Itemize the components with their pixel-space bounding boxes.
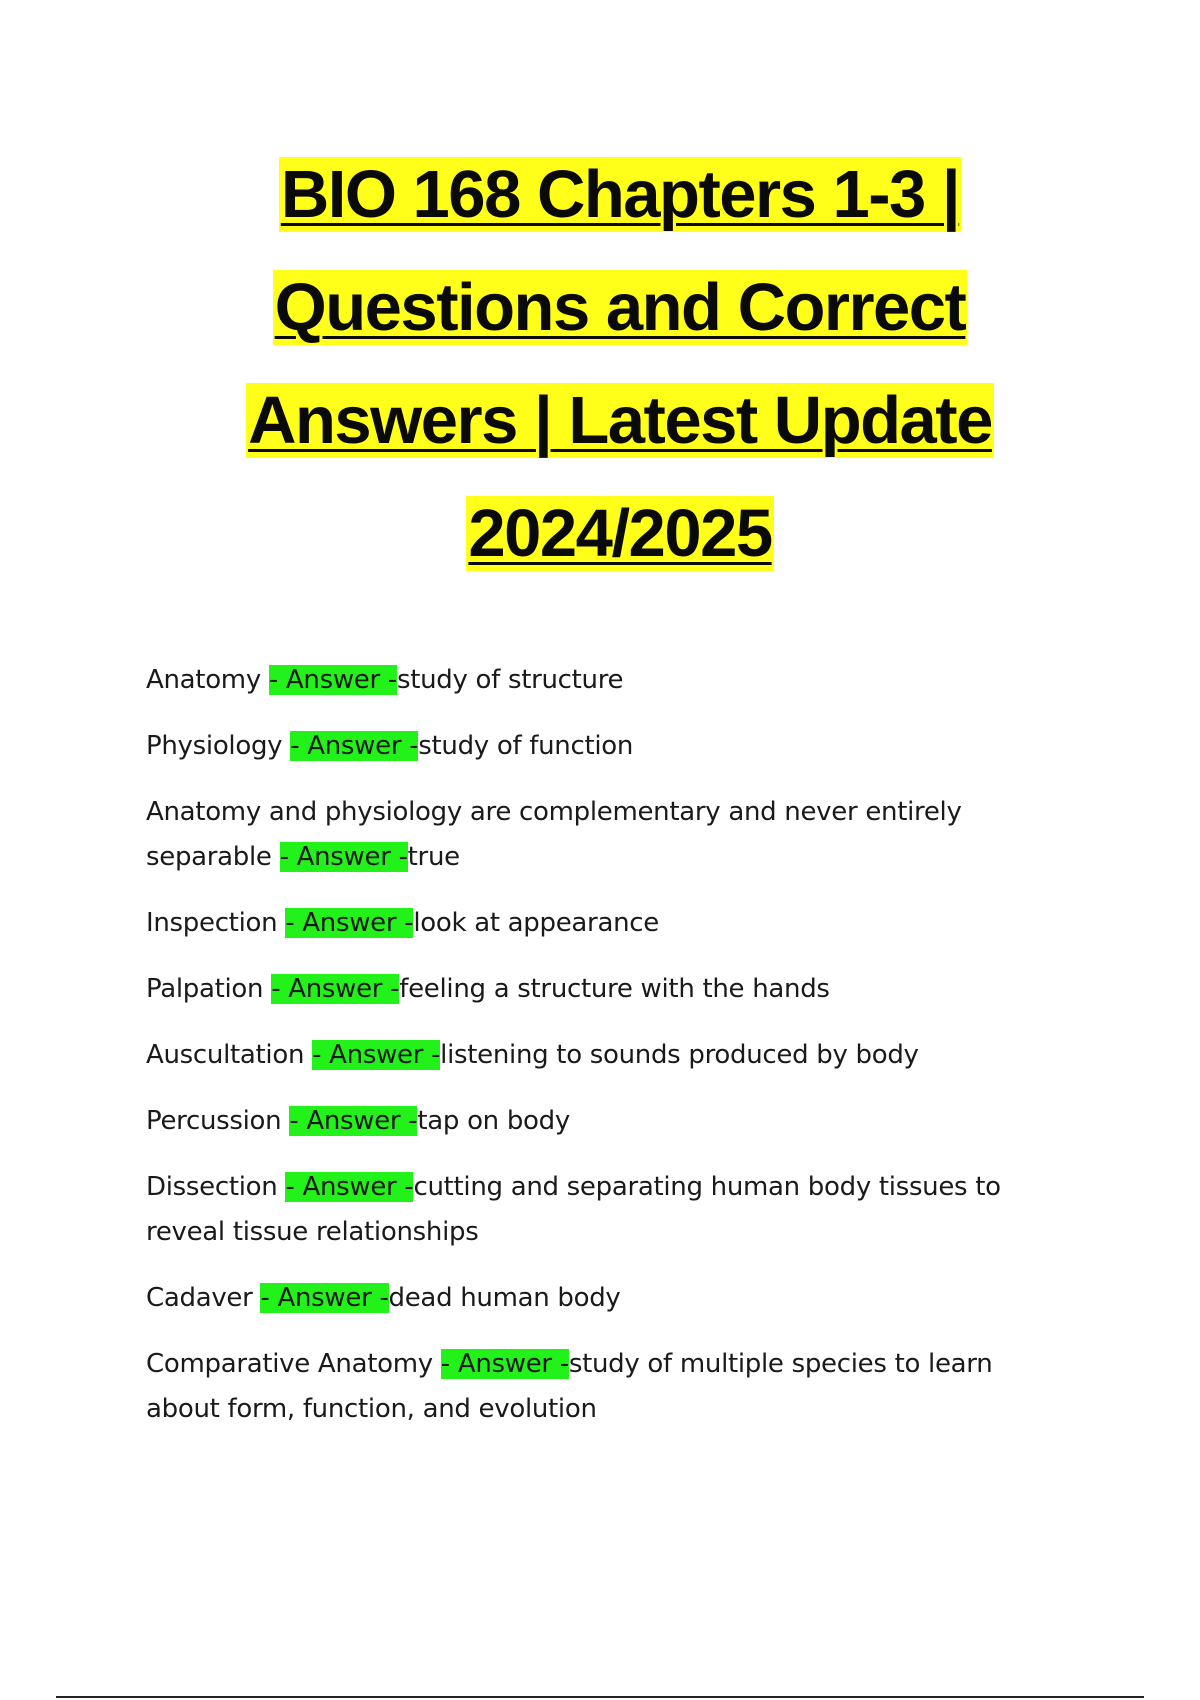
qa-item-comparative-anatomy [146,1342,1046,1432]
qa-answer: dead human body [388,1283,621,1313]
qa-term: Inspection [146,908,286,938]
qa-item-percussion [146,1099,1046,1144]
qa-term: Dissection [146,1172,286,1202]
qa-term: Anatomy and physiology are complementary and never entirely separable [146,797,962,872]
answer-tag: - Answer - [440,1349,569,1379]
title-line [0,251,1200,364]
answer-tag: - Answer - [285,1172,414,1202]
qa-answer: study of function [418,731,634,761]
title-line [0,364,1200,477]
answer-tag: - Answer - [268,665,397,695]
title-line-text: Answers | Latest Update [248,383,992,458]
answer-tag: - Answer - [289,1106,418,1136]
answer-tag: - Answer - [260,1283,389,1313]
qa-answer: look at appearance [413,908,659,938]
title-line [0,477,1200,590]
title-line-text: Questions and Correct [274,270,966,345]
qa-item-physiology [146,724,1046,769]
document-title [0,138,1200,590]
qa-item-inspection [146,901,1046,946]
answer-tag: - Answer - [285,908,414,938]
qa-term: Cadaver [146,1283,261,1313]
qa-answer: listening to sounds produced by body [440,1040,919,1070]
title-line-text: BIO 168 Chapters 1-3 | [280,157,960,232]
qa-item-dissection [146,1165,1046,1255]
qa-term: Percussion [146,1106,290,1136]
qa-answer: tap on body [417,1106,570,1136]
qa-answer: study of multiple species to learn about form, function, and evolution [146,1349,993,1424]
answer-tag: - Answer - [271,974,400,1004]
page-bottom-divider [56,1696,1144,1698]
title-line [0,138,1200,251]
qa-item-anatomy [146,658,1046,703]
qa-term: Auscultation [146,1040,313,1070]
qa-item-palpation [146,967,1046,1012]
answer-tag: - Answer - [279,842,408,872]
qa-item-complementary [146,790,1046,880]
qa-term: Physiology [146,731,291,761]
qa-answer: true [407,842,460,872]
qa-term: Anatomy [146,665,269,695]
qa-answer: study of structure [396,665,624,695]
qa-answer: cutting and separating human body tissues to reveal tissue relationships [146,1172,1001,1247]
title-line-text: 2024/2025 [468,496,772,571]
answer-tag: - Answer - [290,731,419,761]
qa-answer: feeling a structure with the hands [399,974,830,1004]
qa-item-auscultation [146,1033,1046,1078]
qa-term: Comparative Anatomy [146,1349,441,1379]
qa-term: Palpation [146,974,272,1004]
answer-tag: - Answer - [312,1040,441,1070]
qa-item-cadaver [146,1276,1046,1321]
qa-list [146,658,1046,1453]
